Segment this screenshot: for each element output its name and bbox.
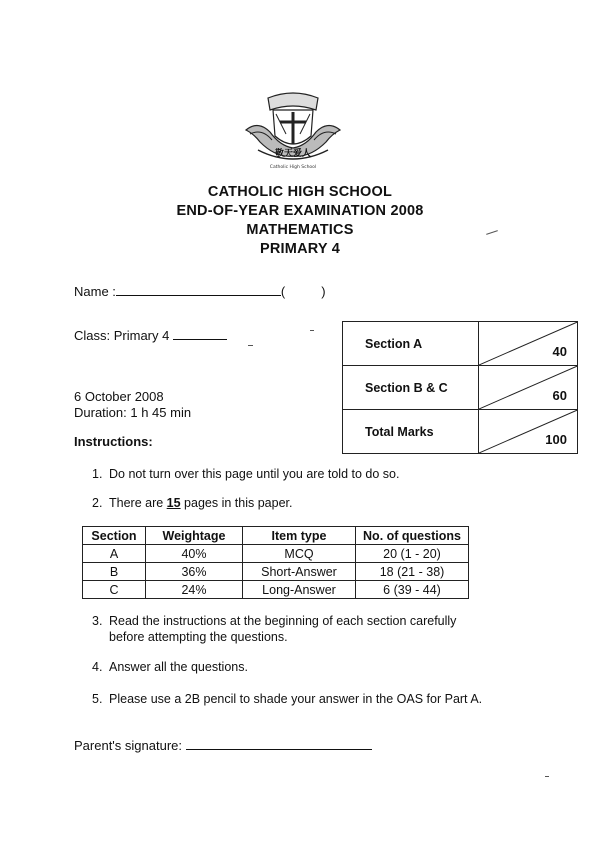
instruction-text: Answer all the questions. — [109, 660, 248, 674]
marks-value: 60 — [552, 388, 567, 403]
instruction-number: 4. — [92, 660, 103, 674]
instruction-text: before attempting the questions. — [109, 630, 288, 644]
column-header: Section — [83, 527, 146, 545]
instruction-number: 1. — [92, 467, 103, 481]
instruction-number: 5. — [92, 692, 103, 706]
table-cell: 24% — [146, 581, 243, 599]
scan-speck — [545, 776, 549, 777]
signature-blank — [186, 749, 372, 750]
marks-row — [343, 366, 578, 410]
table-cell: 36% — [146, 563, 243, 581]
column-header: Weightage — [146, 527, 243, 545]
marks-section-label: Total Marks — [343, 410, 479, 454]
section-table-header — [83, 527, 469, 545]
table-cell: Short-Answer — [243, 563, 356, 581]
school-name: CATHOLIC HIGH SCHOOL — [207, 184, 393, 200]
table-cell: 6 (39 - 44) — [356, 581, 469, 599]
page-count: 15 — [166, 496, 181, 510]
instruction-text-part: pages in this paper. — [180, 496, 293, 510]
scan-speck — [248, 345, 253, 346]
table-cell: MCQ — [243, 545, 356, 563]
instruction-text: Read the instructions at the beginning of each section carefully — [109, 614, 457, 628]
instruction-item — [92, 691, 572, 707]
school-crest-logo — [240, 90, 346, 172]
crest-caption: Catholic High School — [269, 165, 317, 170]
instruction-number: 2. — [92, 496, 103, 510]
table-row — [83, 545, 469, 563]
marks-cell — [478, 366, 577, 410]
marks-row — [343, 410, 578, 454]
instruction-text: Do not turn over this page until you are told to do so. — [109, 467, 400, 481]
instruction-text-part: There are — [109, 496, 167, 510]
table-cell: A — [83, 545, 146, 563]
column-header: No. of questions — [356, 527, 469, 545]
section-table — [82, 526, 469, 599]
marks-section-label: Section A — [343, 322, 479, 366]
table-row — [83, 581, 469, 599]
table-cell: 18 (21 - 38) — [356, 563, 469, 581]
table-cell: C — [83, 581, 146, 599]
marks-row — [343, 322, 578, 366]
marks-value: 40 — [552, 344, 567, 359]
class-label: Class: Primary 4 — [74, 328, 170, 343]
name-paren-close: ) — [321, 284, 326, 299]
level-title: PRIMARY 4 — [260, 241, 340, 257]
name-row — [74, 284, 326, 299]
instruction-item — [92, 466, 572, 482]
name-paren-open: ( — [280, 284, 286, 299]
instruction-number: 3. — [92, 614, 103, 628]
crest-motto: 敬天爱人 — [274, 149, 312, 159]
marks-table — [342, 321, 578, 454]
instruction-item — [92, 659, 572, 675]
exam-date: 6 October 2008 — [74, 389, 164, 404]
instruction-text: Please use a 2B pencil to shade your answer in the OAS for Part A. — [109, 692, 483, 706]
table-cell: Long-Answer — [243, 581, 356, 599]
signature-label: Parent's signature: — [74, 738, 182, 753]
exam-duration: Duration: 1 h 45 min — [74, 405, 192, 420]
signature-row — [74, 738, 372, 753]
marks-cell — [478, 410, 577, 454]
marks-value: 100 — [545, 432, 567, 447]
column-header: Item type — [243, 527, 356, 545]
class-row — [74, 328, 227, 343]
marks-cell — [478, 322, 577, 366]
instructions-heading: Instructions: — [74, 434, 153, 449]
table-cell: 20 (1 - 20) — [356, 545, 469, 563]
subject-title: MATHEMATICS — [246, 222, 354, 238]
table-row — [83, 563, 469, 581]
name-blank — [116, 295, 281, 296]
class-blank — [173, 339, 227, 340]
instruction-item — [92, 495, 572, 511]
exam-title: END-OF-YEAR EXAMINATION 2008 — [176, 203, 424, 219]
marks-section-label: Section B & C — [343, 366, 479, 410]
instruction-text — [109, 495, 572, 511]
name-label: Name : — [74, 284, 116, 299]
table-cell: 40% — [146, 545, 243, 563]
table-cell: B — [83, 563, 146, 581]
instruction-item — [92, 613, 572, 645]
scan-speck — [310, 330, 314, 331]
